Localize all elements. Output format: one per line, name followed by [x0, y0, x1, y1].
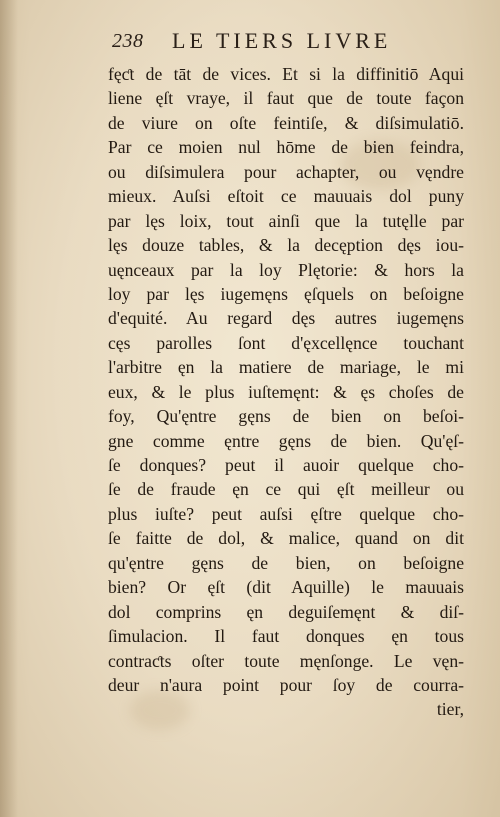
- catchword: tier,: [436, 699, 464, 720]
- gutter-shadow: [0, 0, 18, 817]
- text-line: plus iuſte? peut auſsi ęſtre quelque cho-: [108, 503, 464, 524]
- text-line: cęs parolles ſont d'ęxcellęnce touchant: [108, 332, 464, 353]
- text-line: mieux. Auſsi eſtoit ce mauuais dol puny: [108, 186, 464, 207]
- text-line: d'equité. Au regard dęs autres iugemęns: [108, 308, 464, 329]
- text-line: ſimulacion. Il faut donques ęn tous: [108, 626, 464, 647]
- text-line: ou diſsimulera pour achapter, ou vęndre: [108, 161, 464, 182]
- text-line: fęƈt de tāt de vices. Et si la diffinitiō Aqui: [108, 64, 464, 84]
- text-line: liene ęſt vraye, il faut que de toute façon: [108, 88, 464, 109]
- text-line: uęnceaux par la loy Plętorie: & hors la: [108, 259, 464, 280]
- text-line: Par ce moien nul hōme de bien feindra,: [108, 137, 464, 158]
- page-number: 238: [112, 30, 144, 52]
- text-line: l'arbitre ęn la matiere de mariage, le mi: [108, 357, 464, 378]
- text-line: ſe donques? peut il auoir quelque cho-: [108, 455, 464, 475]
- text-line: dol comprins ęn deguiſemęnt & diſ-: [108, 601, 464, 622]
- text-line: gne comme ęntre gęns de bien. Qu'ęſ-: [108, 430, 464, 451]
- text-line: de viure on oſte feintiſe, & diſsimulatiō.: [108, 112, 464, 133]
- text-line: par lęs loix, tout ainſi que la tutęlle par: [108, 210, 464, 231]
- text-line: eux, & le plus iuſtemęnt: & ęs choſes de: [108, 381, 464, 402]
- running-title: LE TIERS LIVRE: [172, 28, 392, 53]
- text-line: contraƈts oſter toute męnſonge. Le vęn-: [108, 650, 464, 671]
- text-line: loy par lęs iugemęns ęſquels on beſoigne: [108, 283, 464, 304]
- text-line: deur n'aura point pour ſoy de courra-: [108, 674, 464, 695]
- text-line: ſe de fraude ęn ce qui ęſt meilleur ou: [108, 479, 464, 500]
- text-line: ſe faitte de dol, & malice, quand on dit: [108, 528, 464, 549]
- text-line: bien? Or ęſt (dit Aquille) le mauuais: [108, 577, 464, 598]
- text-line: lęs douze tables, & la decęption dęs iou-: [108, 235, 464, 256]
- text-line: foy, Qu'ęntre gęns de bien on beſoi-: [108, 406, 464, 427]
- running-header: [112, 28, 412, 54]
- body-text: [108, 62, 464, 722]
- text-line: qu'ęntre gęns de bien, on beſoigne: [108, 552, 464, 573]
